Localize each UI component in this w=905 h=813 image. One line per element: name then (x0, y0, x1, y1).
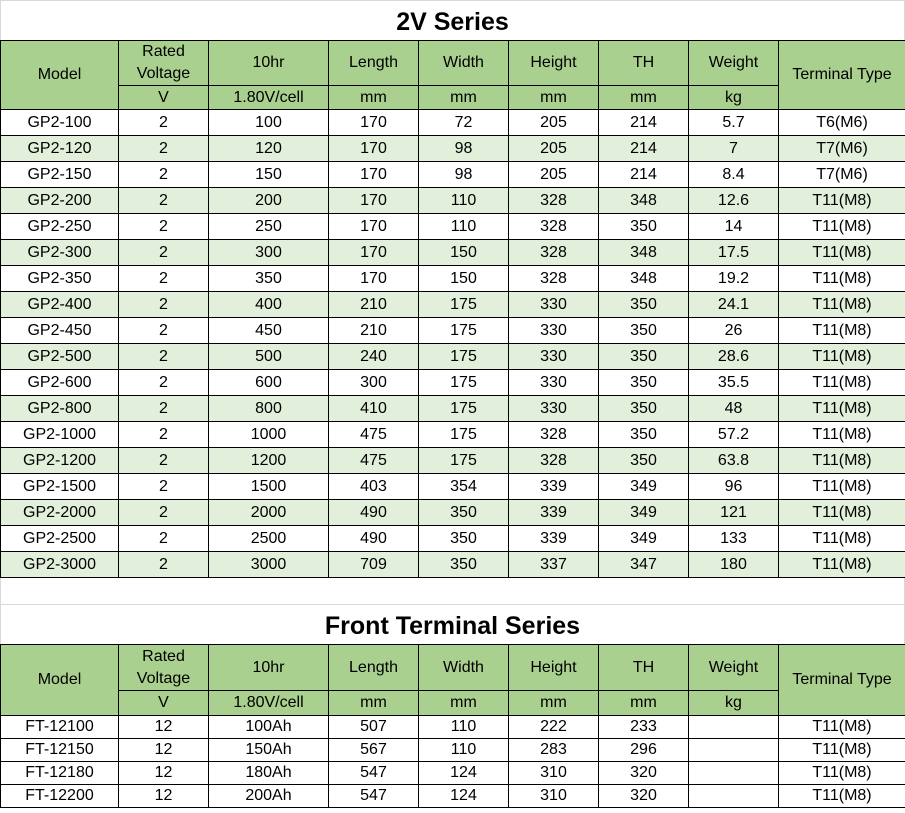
cell-weight: 24.1 (689, 292, 779, 318)
cell-th: 350 (599, 344, 689, 370)
cell-width: 175 (419, 318, 509, 344)
table-row (1, 422, 905, 448)
unit-weight: kg (689, 691, 779, 716)
cell-width: 72 (419, 110, 509, 136)
cell-weight: 96 (689, 474, 779, 500)
cell-height: 205 (509, 136, 599, 162)
col-header-width: Width (419, 645, 509, 691)
unit-width: mm (419, 86, 509, 110)
cell-terminal: T11(M8) (779, 422, 905, 448)
cell-model: GP2-2000 (1, 500, 119, 526)
cell-length: 547 (329, 785, 419, 808)
cell-width: 354 (419, 474, 509, 500)
cell-length: 490 (329, 526, 419, 552)
unit-height: mm (509, 691, 599, 716)
cell-width: 350 (419, 526, 509, 552)
cell-length: 490 (329, 500, 419, 526)
cell-width: 175 (419, 396, 509, 422)
cell-voltage: 2 (119, 188, 209, 214)
cell-width: 98 (419, 162, 509, 188)
cell-height: 339 (509, 474, 599, 500)
table-row (1, 188, 905, 214)
col-header-capacity: 10hr (209, 645, 329, 691)
cell-weight (689, 739, 779, 762)
cell-th: 349 (599, 526, 689, 552)
cell-width: 124 (419, 762, 509, 785)
cell-length: 475 (329, 448, 419, 474)
cell-model: GP2-250 (1, 214, 119, 240)
cell-length: 170 (329, 162, 419, 188)
cell-model: GP2-1200 (1, 448, 119, 474)
cell-model: GP2-800 (1, 396, 119, 422)
cell-capacity: 250 (209, 214, 329, 240)
cell-voltage: 2 (119, 240, 209, 266)
cell-capacity: 150Ah (209, 739, 329, 762)
cell-terminal: T11(M8) (779, 552, 905, 578)
table-row (1, 344, 905, 370)
cell-voltage: 2 (119, 292, 209, 318)
cell-terminal: T11(M8) (779, 188, 905, 214)
cell-width: 175 (419, 370, 509, 396)
cell-height: 328 (509, 266, 599, 292)
cell-weight (689, 716, 779, 739)
cell-height: 339 (509, 500, 599, 526)
cell-height: 328 (509, 422, 599, 448)
unit-length: mm (329, 86, 419, 110)
col-header-th: TH (599, 645, 689, 691)
cell-capacity: 350 (209, 266, 329, 292)
cell-terminal: T11(M8) (779, 396, 905, 422)
series-2v-table (0, 40, 905, 578)
table-row (1, 136, 905, 162)
cell-terminal: T6(M6) (779, 110, 905, 136)
cell-height: 339 (509, 526, 599, 552)
cell-th: 320 (599, 762, 689, 785)
cell-weight: 12.6 (689, 188, 779, 214)
cell-voltage: 2 (119, 474, 209, 500)
cell-th: 350 (599, 214, 689, 240)
cell-capacity: 600 (209, 370, 329, 396)
cell-model: GP2-100 (1, 110, 119, 136)
cell-length: 170 (329, 266, 419, 292)
cell-capacity: 100Ah (209, 716, 329, 739)
cell-terminal: T11(M8) (779, 214, 905, 240)
col-header-capacity: 10hr (209, 41, 329, 86)
cell-terminal: T11(M8) (779, 292, 905, 318)
cell-height: 205 (509, 110, 599, 136)
cell-terminal: T11(M8) (779, 500, 905, 526)
cell-th: 350 (599, 318, 689, 344)
unit-height: mm (509, 86, 599, 110)
cell-voltage: 2 (119, 136, 209, 162)
cell-width: 110 (419, 716, 509, 739)
cell-length: 170 (329, 136, 419, 162)
cell-capacity: 120 (209, 136, 329, 162)
cell-model: GP2-1000 (1, 422, 119, 448)
cell-model: GP2-120 (1, 136, 119, 162)
cell-voltage: 2 (119, 318, 209, 344)
cell-length: 170 (329, 188, 419, 214)
cell-height: 283 (509, 739, 599, 762)
cell-height: 330 (509, 318, 599, 344)
cell-height: 330 (509, 344, 599, 370)
cell-voltage: 2 (119, 370, 209, 396)
cell-weight: 26 (689, 318, 779, 344)
cell-height: 328 (509, 188, 599, 214)
cell-length: 170 (329, 110, 419, 136)
cell-voltage: 2 (119, 214, 209, 240)
table-row (1, 318, 905, 344)
cell-capacity: 2000 (209, 500, 329, 526)
cell-height: 330 (509, 292, 599, 318)
table-row (1, 214, 905, 240)
cell-capacity: 200Ah (209, 785, 329, 808)
cell-terminal: T11(M8) (779, 240, 905, 266)
unit-width: mm (419, 691, 509, 716)
cell-terminal: T11(M8) (779, 344, 905, 370)
cell-weight: 48 (689, 396, 779, 422)
col-header-length: Length (329, 41, 419, 86)
cell-length: 567 (329, 739, 419, 762)
cell-terminal: T11(M8) (779, 739, 905, 762)
cell-length: 403 (329, 474, 419, 500)
cell-terminal: T11(M8) (779, 318, 905, 344)
table-row (1, 716, 905, 739)
cell-capacity: 100 (209, 110, 329, 136)
col-header-height: Height (509, 41, 599, 86)
cell-weight: 17.5 (689, 240, 779, 266)
cell-length: 170 (329, 214, 419, 240)
cell-voltage: 2 (119, 344, 209, 370)
unit-length: mm (329, 691, 419, 716)
cell-capacity: 2500 (209, 526, 329, 552)
cell-length: 210 (329, 292, 419, 318)
cell-voltage: 12 (119, 716, 209, 739)
col-header-voltage: Rated Voltage (119, 645, 209, 691)
cell-weight: 121 (689, 500, 779, 526)
table-row (1, 266, 905, 292)
section-spacer (0, 578, 905, 604)
cell-th: 214 (599, 110, 689, 136)
table-row (1, 110, 905, 136)
cell-th: 350 (599, 396, 689, 422)
cell-th: 320 (599, 785, 689, 808)
unit-weight: kg (689, 86, 779, 110)
col-header-height: Height (509, 645, 599, 691)
cell-height: 328 (509, 240, 599, 266)
cell-height: 310 (509, 785, 599, 808)
cell-length: 210 (329, 318, 419, 344)
cell-th: 350 (599, 292, 689, 318)
cell-model: FT-12180 (1, 762, 119, 785)
cell-weight: 7 (689, 136, 779, 162)
cell-model: GP2-300 (1, 240, 119, 266)
cell-weight: 57.2 (689, 422, 779, 448)
cell-height: 222 (509, 716, 599, 739)
cell-weight: 28.6 (689, 344, 779, 370)
cell-voltage: 2 (119, 396, 209, 422)
unit-voltage: V (119, 691, 209, 716)
cell-capacity: 1500 (209, 474, 329, 500)
cell-th: 348 (599, 240, 689, 266)
cell-voltage: 2 (119, 552, 209, 578)
front-terminal-title: Front Terminal Series (0, 604, 905, 644)
cell-width: 350 (419, 500, 509, 526)
col-header-weight: Weight (689, 41, 779, 86)
cell-weight: 19.2 (689, 266, 779, 292)
cell-length: 410 (329, 396, 419, 422)
cell-terminal: T11(M8) (779, 266, 905, 292)
cell-length: 507 (329, 716, 419, 739)
cell-width: 110 (419, 214, 509, 240)
cell-weight (689, 785, 779, 808)
table-row (1, 292, 905, 318)
cell-terminal: T7(M6) (779, 162, 905, 188)
cell-height: 205 (509, 162, 599, 188)
cell-height: 337 (509, 552, 599, 578)
cell-capacity: 3000 (209, 552, 329, 578)
cell-model: FT-12100 (1, 716, 119, 739)
cell-voltage: 12 (119, 785, 209, 808)
cell-capacity: 1000 (209, 422, 329, 448)
cell-weight: 14 (689, 214, 779, 240)
cell-th: 347 (599, 552, 689, 578)
cell-th: 233 (599, 716, 689, 739)
cell-height: 328 (509, 214, 599, 240)
table-row (1, 785, 905, 808)
cell-terminal: T11(M8) (779, 370, 905, 396)
table-row (1, 474, 905, 500)
cell-capacity: 150 (209, 162, 329, 188)
cell-height: 330 (509, 370, 599, 396)
cell-voltage: 2 (119, 500, 209, 526)
cell-width: 124 (419, 785, 509, 808)
cell-capacity: 180Ah (209, 762, 329, 785)
table-row (1, 762, 905, 785)
cell-th: 214 (599, 136, 689, 162)
col-header-length: Length (329, 645, 419, 691)
front-terminal-table (0, 644, 905, 808)
cell-width: 175 (419, 344, 509, 370)
table-row (1, 739, 905, 762)
table-row (1, 370, 905, 396)
cell-weight: 8.4 (689, 162, 779, 188)
unit-th: mm (599, 691, 689, 716)
cell-capacity: 500 (209, 344, 329, 370)
cell-weight: 35.5 (689, 370, 779, 396)
cell-model: GP2-150 (1, 162, 119, 188)
cell-model: FT-12150 (1, 739, 119, 762)
cell-model: GP2-200 (1, 188, 119, 214)
cell-model: GP2-450 (1, 318, 119, 344)
unit-capacity: 1.80V/cell (209, 86, 329, 110)
cell-width: 110 (419, 739, 509, 762)
cell-model: GP2-2500 (1, 526, 119, 552)
series-2v-title: 2V Series (0, 0, 905, 40)
cell-voltage: 2 (119, 526, 209, 552)
cell-terminal: T11(M8) (779, 716, 905, 739)
cell-capacity: 1200 (209, 448, 329, 474)
cell-model: GP2-400 (1, 292, 119, 318)
cell-terminal: T7(M6) (779, 136, 905, 162)
cell-capacity: 450 (209, 318, 329, 344)
unit-voltage: V (119, 86, 209, 110)
cell-height: 330 (509, 396, 599, 422)
cell-voltage: 2 (119, 422, 209, 448)
table-row (1, 500, 905, 526)
cell-width: 110 (419, 188, 509, 214)
cell-width: 175 (419, 422, 509, 448)
cell-width: 150 (419, 266, 509, 292)
cell-length: 475 (329, 422, 419, 448)
cell-th: 349 (599, 500, 689, 526)
col-header-model: Model (1, 41, 119, 110)
cell-weight: 63.8 (689, 448, 779, 474)
cell-width: 98 (419, 136, 509, 162)
cell-terminal: T11(M8) (779, 448, 905, 474)
table-row (1, 240, 905, 266)
cell-voltage: 2 (119, 110, 209, 136)
cell-terminal: T11(M8) (779, 785, 905, 808)
cell-voltage: 2 (119, 266, 209, 292)
cell-terminal: T11(M8) (779, 474, 905, 500)
cell-terminal: T11(M8) (779, 526, 905, 552)
cell-weight: 5.7 (689, 110, 779, 136)
table-row (1, 448, 905, 474)
table-row (1, 526, 905, 552)
cell-width: 350 (419, 552, 509, 578)
cell-voltage: 2 (119, 448, 209, 474)
unit-capacity: 1.80V/cell (209, 691, 329, 716)
cell-model: GP2-350 (1, 266, 119, 292)
cell-height: 310 (509, 762, 599, 785)
cell-capacity: 300 (209, 240, 329, 266)
cell-th: 350 (599, 422, 689, 448)
cell-th: 296 (599, 739, 689, 762)
cell-width: 175 (419, 448, 509, 474)
cell-model: GP2-500 (1, 344, 119, 370)
cell-th: 348 (599, 188, 689, 214)
cell-th: 349 (599, 474, 689, 500)
cell-voltage: 12 (119, 762, 209, 785)
table-row (1, 396, 905, 422)
cell-th: 350 (599, 448, 689, 474)
cell-length: 709 (329, 552, 419, 578)
col-header-voltage: Rated Voltage (119, 41, 209, 86)
col-header-terminal: Terminal Type (779, 41, 905, 110)
cell-length: 240 (329, 344, 419, 370)
cell-model: FT-12200 (1, 785, 119, 808)
unit-th: mm (599, 86, 689, 110)
cell-terminal: T11(M8) (779, 762, 905, 785)
cell-width: 175 (419, 292, 509, 318)
cell-capacity: 200 (209, 188, 329, 214)
col-header-th: TH (599, 41, 689, 86)
cell-voltage: 12 (119, 739, 209, 762)
table-row (1, 162, 905, 188)
table-row (1, 552, 905, 578)
cell-th: 214 (599, 162, 689, 188)
cell-height: 328 (509, 448, 599, 474)
cell-length: 547 (329, 762, 419, 785)
cell-weight: 180 (689, 552, 779, 578)
cell-voltage: 2 (119, 162, 209, 188)
cell-width: 150 (419, 240, 509, 266)
cell-th: 350 (599, 370, 689, 396)
col-header-terminal: Terminal Type (779, 645, 905, 716)
cell-weight (689, 762, 779, 785)
col-header-model: Model (1, 645, 119, 716)
cell-model: GP2-1500 (1, 474, 119, 500)
col-header-width: Width (419, 41, 509, 86)
cell-length: 300 (329, 370, 419, 396)
cell-th: 348 (599, 266, 689, 292)
cell-weight: 133 (689, 526, 779, 552)
cell-model: GP2-600 (1, 370, 119, 396)
cell-capacity: 400 (209, 292, 329, 318)
cell-capacity: 800 (209, 396, 329, 422)
cell-length: 170 (329, 240, 419, 266)
col-header-weight: Weight (689, 645, 779, 691)
cell-model: GP2-3000 (1, 552, 119, 578)
